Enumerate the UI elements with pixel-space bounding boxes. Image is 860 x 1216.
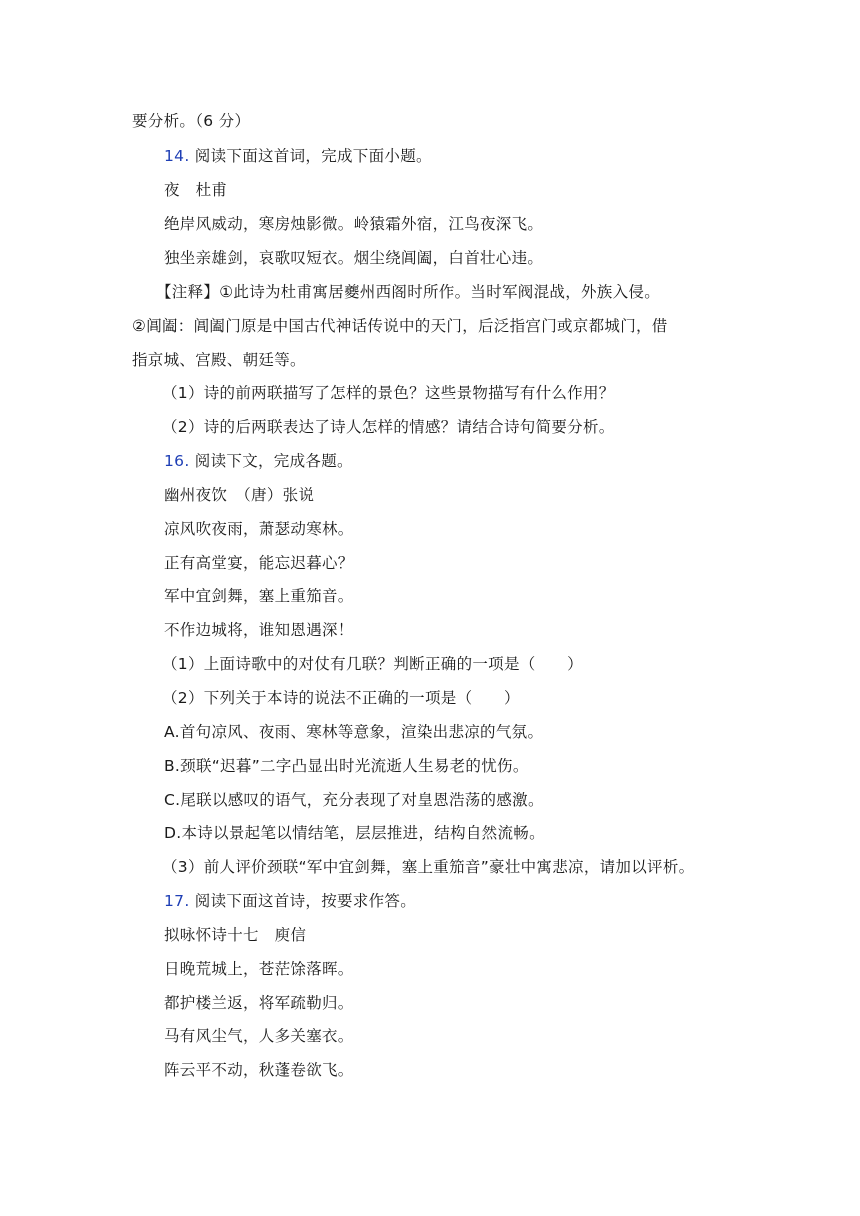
poem-line: 独坐亲雄剑，哀歌叹短衣。烟尘绕阊阖，白首壮心违。 — [164, 249, 544, 267]
question-17-heading — [164, 891, 416, 911]
poem-line: 军中宜剑舞，塞上重笳音。 — [164, 587, 354, 605]
sub-question: （1）上面诗歌中的对仗有几联？判断正确的一项是（ ） — [162, 655, 583, 673]
poem-line: 正有高堂宴，能忘迟暮心？ — [164, 554, 354, 572]
question-prompt: 阅读下面这首诗，按要求作答。 — [194, 892, 416, 910]
option-a: A.首句凉风、夜雨、寒林等意象，渲染出悲凉的气氛。 — [164, 723, 544, 741]
annotation-line: ②阊阖：阊阖门原是中国古代神话传说中的天门，后泛指宫门或京都城门，借 — [132, 317, 668, 335]
poem-title: 夜 杜甫 — [164, 181, 228, 199]
question-number: 14. — [164, 147, 190, 165]
poem-line: 凉风吹夜雨，萧瑟动寒林。 — [164, 520, 354, 538]
question-number: 17. — [164, 892, 190, 910]
question-14-heading — [164, 146, 432, 166]
question-16-heading — [164, 451, 353, 471]
poem-title: 幽州夜饮 （唐）张说 — [164, 486, 315, 504]
poem-line: 不作边城将，谁知恩遇深！ — [164, 621, 354, 639]
sub-question: （1）诗的前两联描写了怎样的景色？这些景物描写有什么作用？ — [162, 384, 615, 402]
sub-question: （2）下列关于本诗的说法不正确的一项是（ ） — [162, 689, 520, 707]
option-b: B.颈联“迟暮”二字凸显出时光流逝人生易老的忧伤。 — [164, 757, 529, 775]
text-line: 要分析。（6 分） — [132, 112, 251, 130]
question-prompt: 阅读下文，完成各题。 — [194, 452, 353, 470]
question-prompt: 阅读下面这首词，完成下面小题。 — [194, 147, 432, 165]
sub-question: （2）诗的后两联表达了诗人怎样的情感？请结合诗句简要分析。 — [162, 418, 615, 436]
poem-line: 都护楼兰返，将军疏勒归。 — [164, 994, 354, 1012]
sub-question: （3）前人评价颈联“军中宜剑舞，塞上重笳音”豪壮中寓悲凉，请加以评析。 — [162, 858, 695, 876]
option-c: C.尾联以感叹的语气，充分表现了对皇恩浩荡的感激。 — [164, 791, 544, 809]
annotation-line: 【注释】①此诗为杜甫寓居夔州西阁时所作。当时军阀混战，外族入侵。 — [156, 283, 660, 301]
poem-title: 拟咏怀诗十七 庾信 — [164, 926, 307, 944]
question-number: 16. — [164, 452, 190, 470]
annotation-line: 指京城、宫殿、朝廷等。 — [132, 351, 306, 369]
poem-line: 日晚荒城上，苍茫馀落晖。 — [164, 960, 354, 978]
poem-line: 绝岸风威动，寒房烛影微。岭猿霜外宿，江鸟夜深飞。 — [164, 215, 544, 233]
poem-line: 阵云平不动，秋蓬卷欲飞。 — [164, 1061, 354, 1079]
poem-line: 马有风尘气，人多关塞衣。 — [164, 1027, 354, 1045]
option-d: D.本诗以景起笔以情结笔，层层推进，结构自然流畅。 — [164, 824, 545, 842]
